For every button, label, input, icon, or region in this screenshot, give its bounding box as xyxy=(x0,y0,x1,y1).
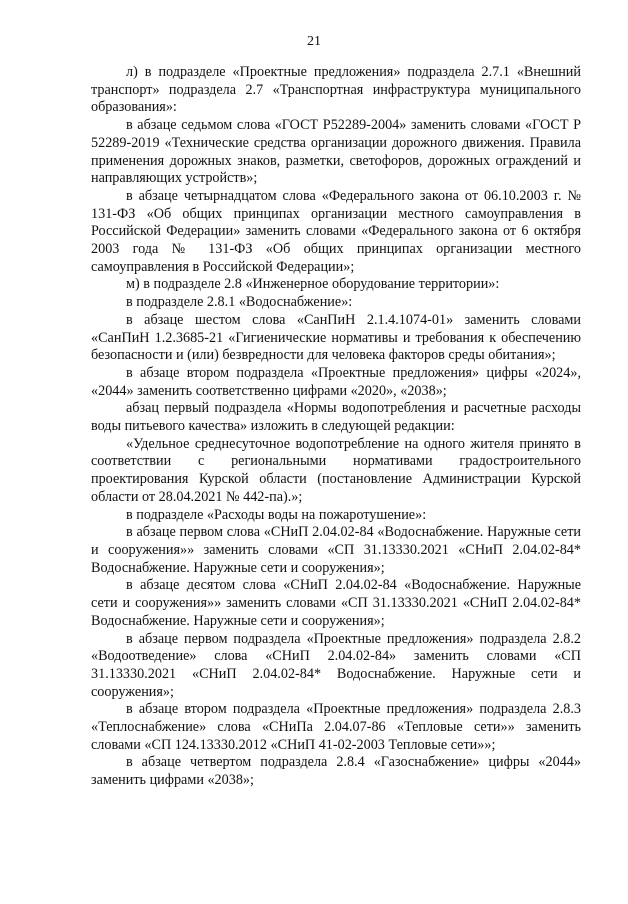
paragraph-heat-supply: в абзаце втором подраздела «Проектные предложения» подраздела 2.8.3 «Теплоснабжение» слова «СНиПа 2.04.07-86 «Тепловые сети»» заменить словами «СП 124.13330.2012 «СНиП 41-02-2003 Тепловые сети»»; xyxy=(91,701,581,753)
paragraph-snip-tenth: в абзаце десятом слова «СНиП 2.04.02-84 «Водоснабжение. Наружные сети и сооружения»» заменить словами «СП 31.13330.2021 «СНиП 2.04.02-84* Водоснабжение. Наружные сети и сооружения»; xyxy=(91,577,581,629)
paragraph-snip-first: в абзаце первом слова «СНиП 2.04.02-84 «Водоснабжение. Наружные сети и сооружения»» заменить словами «СП 31.13330.2021 «СНиП 2.04.02-84* Водоснабжение. Наружные сети и сооружения»; xyxy=(91,524,581,576)
paragraph-drainage: в абзаце первом подраздела «Проектные предложения» подраздела 2.8.2 «Водоотведение» слова «СНиП 2.04.02-84» заменить словами «СП 31.13330.2021 «СНиП 2.04.02-84* Водоснабжение. Наружные сети и сооружения»; xyxy=(91,630,581,700)
paragraph-norms-intro: абзац первый подраздела «Нормы водопотребления и расчетные расходы воды питьевого качества» изложить в следующей редакции: xyxy=(91,400,581,435)
paragraph-fire-water: в подразделе «Расходы воды на пожаротушение»: xyxy=(126,506,427,523)
paragraph-sanpin: в абзаце шестом слова «СанПиН 2.1.4.1074-01» заменить словами «СанПиН 1.2.3685-21 «Гигиенические нормативы и требования к обеспечению безопасности и (или) безвредности для человека факторов среды обитания»; xyxy=(91,311,581,364)
paragraph-gost-seventh: в абзаце седьмом слова «ГОСТ Р52289-2004» заменить словами «ГОСТ Р 52289-2019 «Технические средства организации дорожного движения. Правила применения дорожных знаков, разметки, светофоров, дорожных ограждений и направляющих устройств»; xyxy=(91,117,581,187)
paragraph-digits-2024: в абзаце втором подраздела «Проектные предложения» цифры «2024», «2044» заменить соответственно цифрами «2020», «2038»; xyxy=(91,364,581,399)
paragraph-federal-law: в абзаце четырнадцатом слова «Федерального закона от 06.10.2003 г. № 131-ФЗ «Об общих принципах организации местного самоуправления в Российской Федерации» заменить словами «Федерального закона от 6 октября 2003 года № 131-ФЗ «Об общих принципах организации местного самоуправления в Российской Федерации»; xyxy=(91,187,581,275)
paragraph-norms-quote: «Удельное среднесуточное водопотребление на одного жителя принято в соответствии с региональными нормативами градостроительного проектирования Курской области (постановление Администрации Курской области от 28.04.2021 № 442-па).»; xyxy=(91,435,581,505)
page-number: 21 xyxy=(307,34,321,49)
paragraph-water-supply: в подразделе 2.8.1 «Водоснабжение»: xyxy=(126,294,353,311)
paragraph-gas-supply: в абзаце четвертом подраздела 2.8.4 «Газоснабжение» цифры «2044» заменить цифрами «2038»; xyxy=(91,754,581,789)
document-body xyxy=(91,64,581,790)
paragraph-item-l: л) в подразделе «Проектные предложения» подраздела 2.7.1 «Внешний транспорт» подраздела 2.7 «Транспортная инфраструктура муниципального образования»: xyxy=(91,64,581,116)
paragraph-item-m: м) в подразделе 2.8 «Инженерное оборудование территории»: xyxy=(126,276,500,293)
